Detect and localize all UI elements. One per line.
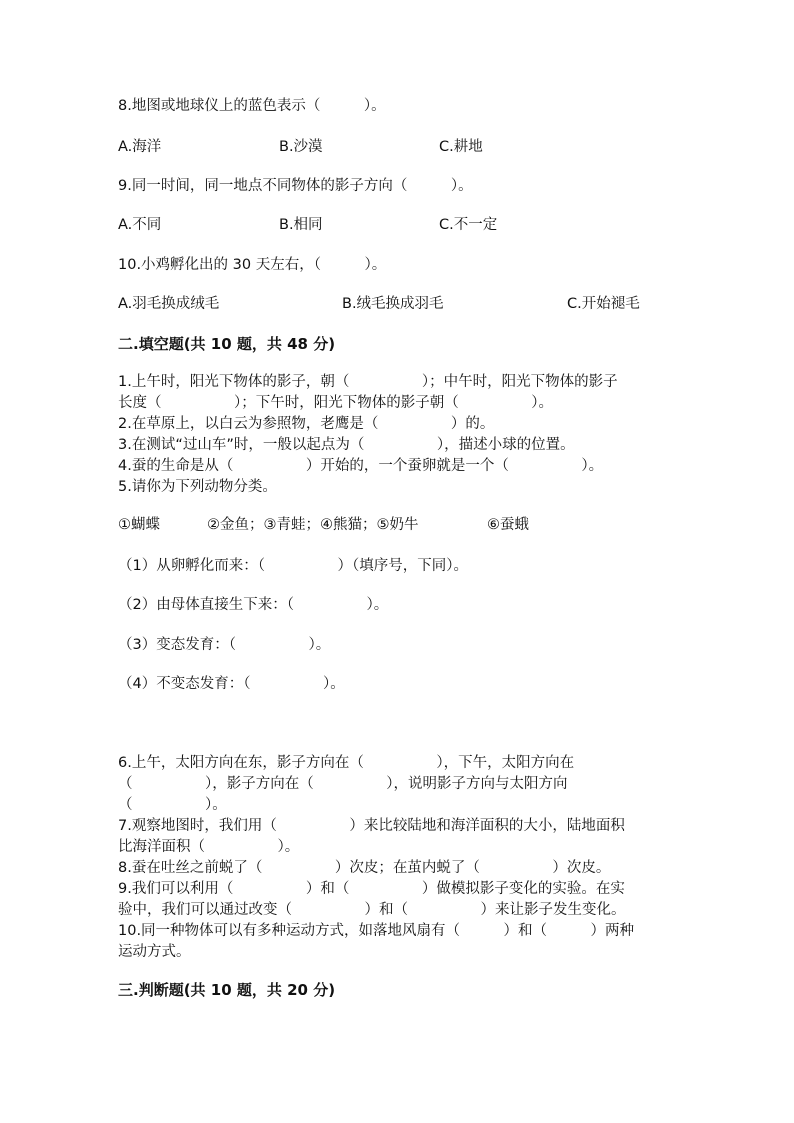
mc-8-option-c: C.耕地 [439, 139, 483, 155]
fill-line: （ ），影子方向在（ ），说明影子方向与太阳方向 [118, 776, 568, 792]
fill-line: 5.请你为下列动物分类。 [118, 479, 277, 495]
mc-question-10: 10.小鸡孵化出的 30 天左右，（ ）。 [118, 257, 387, 273]
fill-line: 8.蚕在吐丝之前蜕了（ ）次皮；在茧内蜕了（ ）次皮。 [118, 860, 611, 876]
section-heading-fill: 二.填空题(共 10 题，共 48 分) [118, 335, 336, 353]
fill-line: 运动方式。 [118, 944, 191, 960]
classify-subquestion: （1）从卵孵化而来：（ ）（填序号，下同）。 [118, 558, 468, 574]
fill-line: （ ）。 [118, 797, 227, 813]
fill-line: 10.同一种物体可以有多种运动方式，如落地风扇有（ ）和（ ）两种 [118, 923, 635, 939]
classify-subquestion: （3）变态发育：（ ）。 [118, 637, 331, 653]
mc-9-option-a: A.不同 [118, 217, 162, 233]
mc-10-option-c: C.开始褪毛 [567, 296, 640, 312]
fill-line: 比海洋面积（ ）。 [118, 839, 300, 855]
mc-9-option-c: C.不一定 [439, 217, 498, 233]
fill-line: 7.观察地图时，我们用（ ）来比较陆地和海洋面积的大小，陆地面积 [118, 818, 625, 834]
mc-8-option-b: B.沙漠 [279, 139, 323, 155]
fill-line: 6.上午，太阳方向在东，影子方向在（ ），下午，太阳方向在 [118, 755, 575, 771]
mc-10-option-b: B.绒毛换成羽毛 [342, 296, 444, 312]
fill-line: 1.上午时，阳光下物体的影子，朝（ ）；中午时，阳光下物体的影子 [118, 374, 618, 390]
animal-item: ⑥蚕蛾 [487, 517, 529, 533]
fill-line: 2.在草原上，以白云为参照物，老鹰是（ ）的。 [118, 416, 495, 432]
fill-line: 3.在测试“过山车”时，一般以起点为（ ），描述小球的位置。 [118, 437, 575, 453]
animal-item: ②金鱼；③青蛙；④熊猫；⑤奶牛 [207, 517, 419, 533]
mc-question-9: 9.同一时间，同一地点不同物体的影子方向（ ）。 [118, 178, 473, 194]
mc-10-option-a: A.羽毛换成绒毛 [118, 296, 220, 312]
fill-line: 长度（ ）；下午时，阳光下物体的影子朝（ ）。 [118, 395, 553, 411]
mc-8-option-a: A.海洋 [118, 139, 162, 155]
fill-line: 4.蚕的生命是从（ ）开始的，一个蚕卵就是一个（ ）。 [118, 458, 604, 474]
mc-9-option-b: B.相同 [279, 217, 323, 233]
classify-subquestion: （4）不变态发育：（ ）。 [118, 676, 345, 692]
mc-question-8: 8.地图或地球仪上的蓝色表示（ ）。 [118, 98, 386, 114]
section-heading-judge: 三.判断题(共 10 题，共 20 分) [118, 981, 336, 999]
fill-line: 9.我们可以利用（ ）和（ ）做模拟影子变化的实验。在实 [118, 881, 625, 897]
classify-subquestion: （2）由母体直接生下来：（ ）。 [118, 597, 389, 613]
animal-item: ①蝴蝶 [118, 517, 160, 533]
fill-line: 验中，我们可以通过改变（ ）和（ ）来让影子发生变化。 [118, 902, 626, 918]
